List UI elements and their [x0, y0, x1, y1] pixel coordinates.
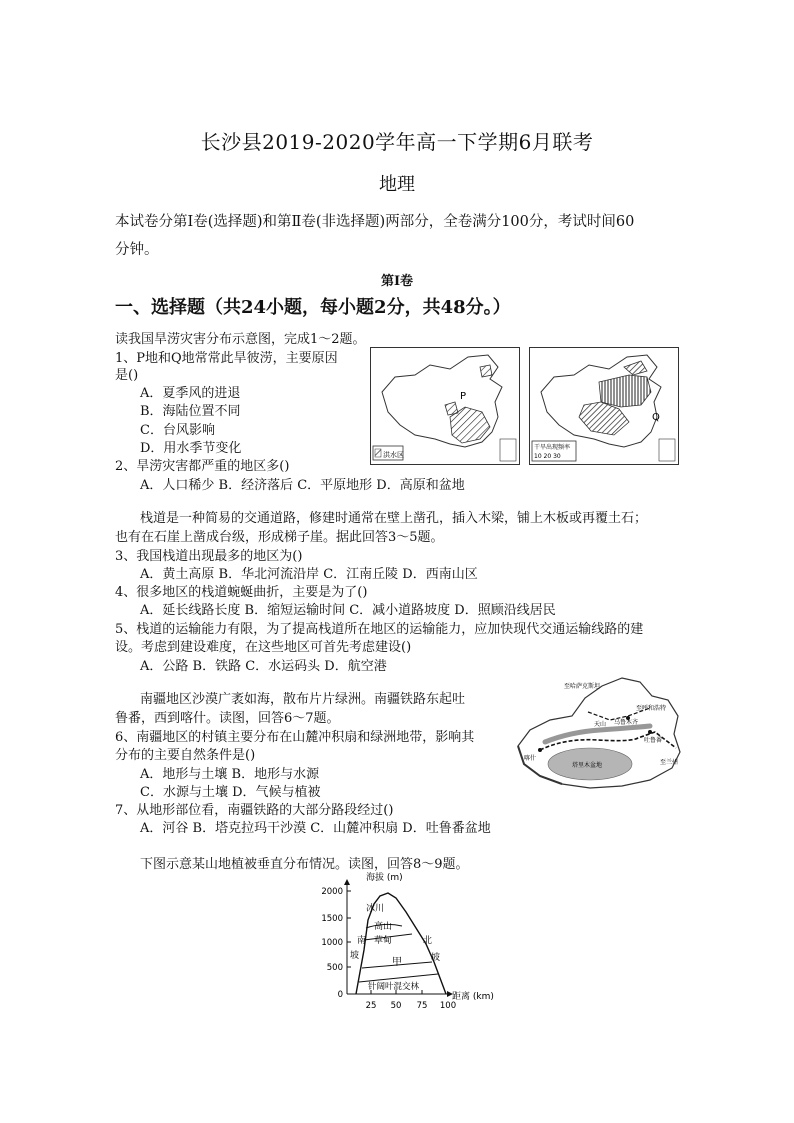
map-label-urumqi: 乌鲁木齐 — [614, 719, 639, 726]
chart-ylabel: 海拔 (m) — [366, 873, 403, 883]
flood-legend: 洪水区 — [383, 451, 404, 459]
x-tick-75: 75 — [416, 1001, 428, 1011]
label-q: Q — [652, 412, 660, 423]
map-label-tianshan: 天山 — [594, 721, 607, 728]
q6-stem-1: 6、南疆地区的村镇主要分布在山麓冲积扇和绿洲地带，影响其 — [115, 730, 475, 745]
drought-legend: 干旱出现频率 — [534, 444, 571, 451]
zone-jia: 甲 — [392, 957, 402, 968]
y-tick-0: 0 — [337, 990, 343, 1000]
south-label-1: 南 — [357, 936, 367, 946]
q6-stem-2: 分布的主要自然条件是() — [115, 748, 256, 763]
q1-option-c: C．台风影响 — [140, 423, 215, 438]
q4-stem: 4、很多地区的栈道蜿蜒曲折，主要是为了() — [115, 585, 368, 600]
map-label-lanzhou: 至兰州 — [660, 759, 679, 766]
x-tick-50: 50 — [390, 1001, 402, 1011]
intro-q1-2: 读我国旱涝灾害分布示意图，完成1～2题。 — [115, 332, 366, 347]
q6-options-2: C．水源与土壤 D．气候与植被 — [140, 785, 321, 800]
x-tick-25: 25 — [365, 1001, 377, 1011]
south-label-2: 坡 — [350, 951, 360, 961]
xinjiang-map — [510, 668, 686, 804]
map-label-hohhot: 至呼和浩特 — [636, 705, 667, 712]
passage4-text: 下图示意某山地植被垂直分布情况。读图，回答8～9题。 — [140, 857, 469, 872]
section-heading: 一、选择题（共24小题，每小题2分，共48分。） — [115, 297, 511, 318]
q1-option-d: D．用水季节变化 — [140, 441, 242, 456]
mountain-vegetation-chart — [310, 868, 510, 1014]
q3-options: A．黄土高原 B．华北河流沿岸 C．江南丘陵 D．西南山区 — [140, 567, 478, 582]
q5-stem-1: 5、栈道的运输能力有限，为了提高栈道所在地区的运输能力，应加快现代交通运输线路的建 — [115, 622, 644, 637]
q2-stem: 2、旱涝灾害都严重的地区多() — [115, 459, 290, 474]
subject-title: 地理 — [379, 174, 415, 195]
zone-alpine: 高山 — [374, 922, 393, 932]
q1-option-a: A．夏季风的进退 — [140, 386, 241, 401]
q5-stem-2: 设。考虑到建设难度，在这些地区可首先考虑建设() — [115, 640, 412, 655]
label-p: P — [460, 391, 467, 402]
instructions-line-2: 分钟。 — [115, 242, 159, 258]
part-label: 第Ⅰ卷 — [380, 274, 414, 289]
q6-options-1: A．地形与土壤 B．地形与水源 — [140, 767, 320, 782]
q7-options: A．河谷 B．塔克拉玛干沙漠 C．山麓冲积扇 D．吐鲁番盆地 — [140, 821, 491, 836]
q4-options: A．延长线路长度 B．缩短运输时间 C．减小道路坡度 D．照顾沿线居民 — [140, 603, 556, 618]
q1-stem-1: 1、P地和Q地常常此旱彼涝，主要原因 — [115, 351, 338, 366]
flood-map — [370, 347, 520, 465]
q7-stem: 7、从地形部位看，南疆铁路的大部分路段经过() — [115, 803, 394, 818]
q1-stem-2: 是() — [115, 368, 139, 383]
y-tick-2000: 2000 — [321, 887, 343, 897]
y-tick-1000: 1000 — [321, 938, 343, 948]
chart-xlabel: 距离 (km) — [452, 992, 494, 1002]
zone-meadow: 草甸 — [374, 936, 393, 946]
q1-option-b: B．海陆位置不同 — [140, 404, 241, 419]
passage3-line-1: 南疆地区沙漠广袤如海，散布片片绿洲。南疆铁路东起吐 — [140, 692, 466, 707]
q5-options: A．公路 B．铁路 C．水运码头 D．航空港 — [140, 659, 387, 674]
passage3-line-2: 鲁番，西到喀什。读图，回答6～7题。 — [115, 711, 340, 726]
north-label-1: 北 — [423, 936, 433, 946]
zone-mixed-forest: 针阔叶混交林 — [368, 982, 420, 992]
passage2-line-1: 栈道是一种简易的交通道路，修建时通常在壁上凿孔，插入木梁，铺上木板或再覆土石； — [140, 511, 648, 526]
y-tick-1500: 1500 — [321, 914, 343, 924]
x-tick-100: 100 — [439, 1001, 457, 1011]
drought-map — [529, 347, 679, 465]
y-tick-500: 500 — [326, 963, 343, 973]
zone-glacier: 冰川 — [366, 904, 385, 914]
passage2-line-2: 也有在石崖上凿成台级，形成梯子崖。据此回答3～5题。 — [115, 530, 444, 545]
map-label-kazakhstan: 至哈萨克斯坦 — [564, 683, 601, 690]
q2-options: A．人口稀少 B．经济落后 C．平原地形 D．高原和盆地 — [140, 478, 465, 493]
map-label-turpan: 吐鲁番 — [644, 737, 663, 744]
north-label-2: 坡 — [431, 953, 441, 963]
map-label-tarim: 塔里木盆地 — [572, 762, 603, 769]
exam-title: 长沙县2019-2020学年高一下学期6月联考 — [200, 130, 594, 154]
map-label-kashgar: 喀什 — [524, 755, 537, 762]
drought-scale: 10 20 30 — [534, 453, 561, 460]
instructions-line-1: 本试卷分第Ⅰ卷(选择题)和第Ⅱ卷(非选择题)两部分，全卷满分100分，考试时间60 — [115, 214, 635, 230]
q3-stem: 3、我国栈道出现最多的地区为() — [115, 549, 303, 564]
